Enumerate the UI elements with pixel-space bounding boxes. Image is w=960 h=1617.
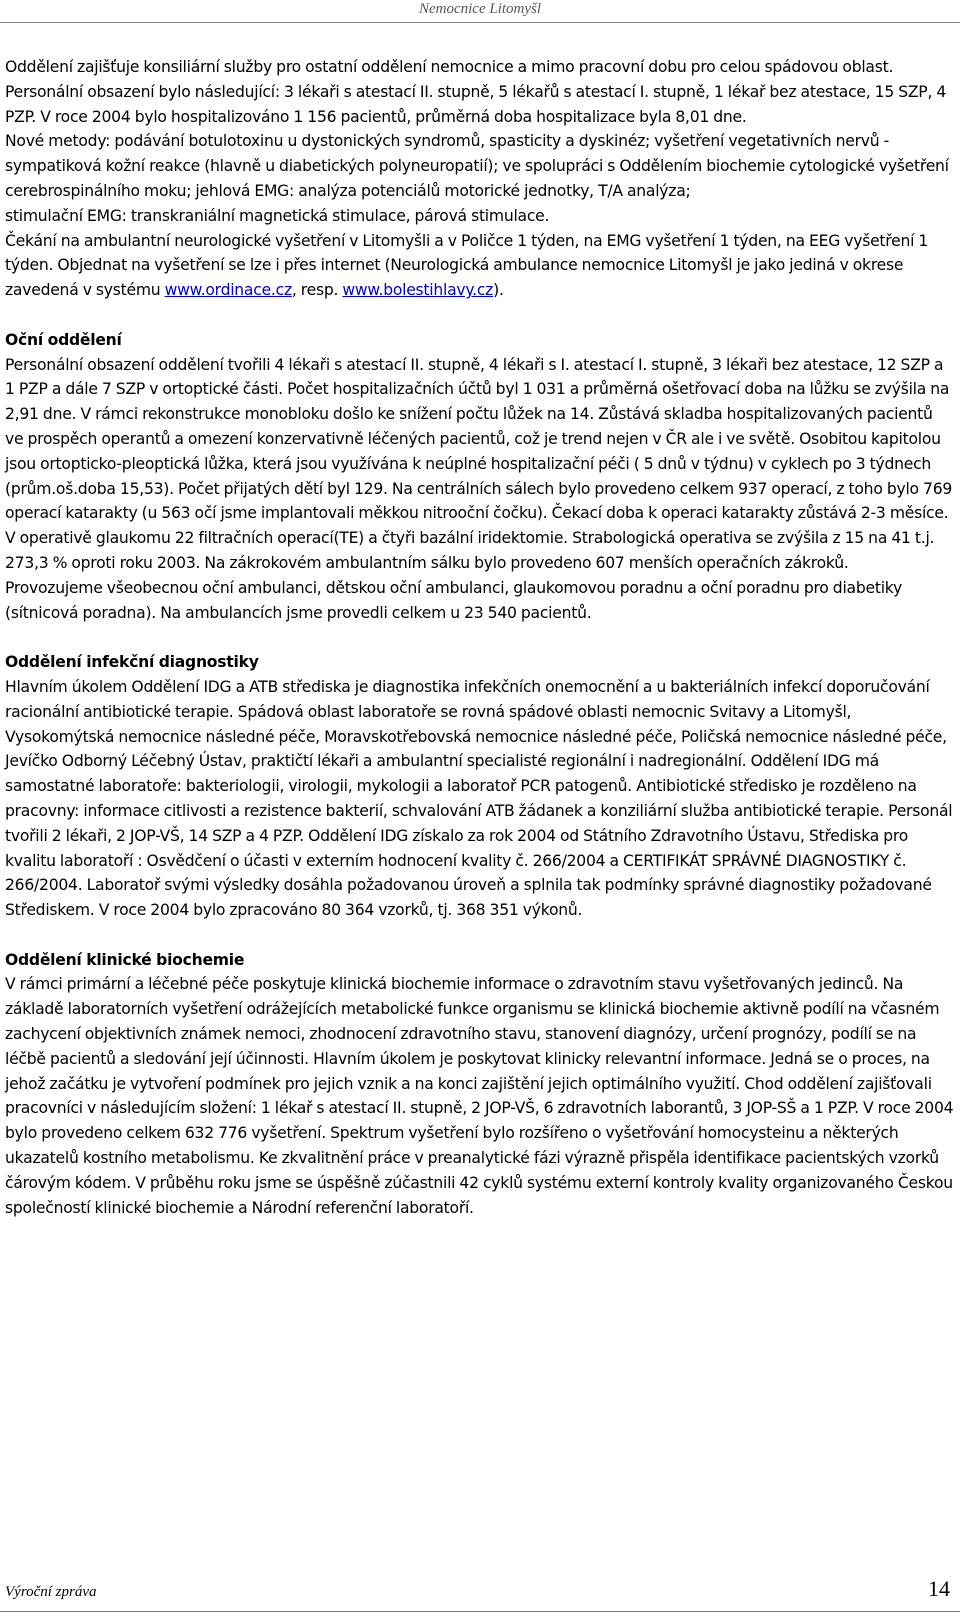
neurology-paragraph-5 [5,229,955,303]
neurology-paragraph-4: stimulační EMG: transkraniální magnetická stimulace, párová stimulace. [5,206,550,225]
footer-rule [0,1611,960,1612]
page-number: 14 [928,1576,950,1601]
eye-paragraph-1: Personální obsazení oddělení tvořili 4 lékaři s atestací II. stupně, 4 lékaři s I. atestací I. stupně, 3 lékaři bez atestace, 12 SZP a 1 PZP a dále 7 SZP v ortoptické části. Počet hospitalizačních účtů byl 1 031 a průměrná ošetřovací doba na lůžku se zvýšila na 2,91 dne. V rámci rekonstrukce monobloku došlo ke snížení počtu lůžek na 14. Zůstává skladba hospitalizovaných pacientů ve prospěch operantů a omezení konzervativně léčených pacientů, což je trend nejen v ČR ale i ve světě. Osobitou kapitolou jsou ortopticko-pleoptická lůžka, která jsou využívána k neúplné hospitalizační péči ( 5 dnů v týdnu) v cyklech po 3 týdnech (prům.oš.doba 15,53). Počet přijatých dětí byl 129. Na centrálních sálech bylo provedeno celkem 937 operací, z toho bylo 769 operací katarakty (u 563 očí jsme implantovali měkkou nitrooční čočku). Čekací doba k operaci katarakty zůstává 2-3 měsíce. V operativě glaukomu 22 filtračních operací(TE) a čtyři bazální iridektomie. Strabologická operativa se zvýšila z 15 na 41 t.j. 273,3 % oproti roku 2003. Na zákrokovém ambulantním sálku bylo provedeno 607 menších operačních zákroků. [5,355,953,572]
page-header: Nemocnice Litomyšl [418,1,542,17]
biochem-section-title: Oddělení klinické biochemie [5,950,245,969]
document-body [5,55,955,1220]
footer-report-title: Výroční zpráva [5,1584,97,1600]
ordinace-link[interactable]: www.ordinace.cz [164,281,292,300]
link-separator: , resp. [291,281,343,300]
neurology-paragraph-1: Oddělení zajišťuje konsiliární služby pro ostatní oddělení nemocnice a mimo pracovní dobu pro celou spádovou oblast. [5,58,894,76]
eye-paragraph-2: Provozujeme všeobecnou oční ambulanci, dětskou oční ambulanci, glaukomovou poradnu a oční poradnu pro diabetiky (sítnicová poradna). Na ambulancích jsme provedli celkem u 23 540 pacientů. [5,578,902,622]
neurology-waiting-text: Čekání na ambulantní neurologické vyšetření v Litomyšli a v Poličce 1 týden, na EMG vyšetření 1 týden, na EEG vyšetření 1 týden. Objednat na vyšetření se lze i přes internet (Neurologická ambulance nemocnice Litomyšl je jako jediná v okrese zavedená v systému [5,231,929,300]
header-rule [0,22,960,23]
biochem-paragraph-1: V rámci primární a léčebné péče poskytuje klinická biochemie informace o zdravotním stavu vyšetřovaných jedinců. Na základě laboratorních vyšetření odrážejících metabolické funkce organismu se klinická biochemie aktivně podílí na včasném zachycení objektivních známek nemoci, zhodnocení zdravotního stavu, stanovení diagnózy, určení prognózy, podílí se na léčbě pacientů a sledování její účinnosti. Hlavním úkolem je poskytovat klinicky relevantní informace. Jedná se o proces, na jehož začátku je vytvoření podmínek pro jejich vznik a na konci zajištění jejich optimálního využití. Chod oddělení zajišťovali pracovníci v následujícím složení: 1 lékař s atestací II. stupně, 2 JOP-VŠ, 6 zdravotních laborantů, 3 JOP-SŠ a 1 PZP. V roce 2004 bylo provedeno celkem 632 776 vyšetření. Spektrum vyšetření bylo rozšířeno o vyšetřování homocysteinu a některých ukazatelů kostního metabolismu. Ke zkvalitnění práce v preanalytické fázi výrazně přispěla identifikace pacientských vzorků čárovým kódem. V průběhu roku jsme se úspěšně zúčastnili 42 cyklů systému externí kontroly kvality organizovaného Českou společností klinické biochemie a Národní referenční laboratoří. [5,975,954,1217]
eye-section-title: Oční oddělení [5,330,122,349]
bolestihlavy-link[interactable]: www.bolestihlavy.cz [342,281,494,300]
neurology-paragraph-2: Personální obsazení bylo následující: 3 lékaři s atestací II. stupně, 5 lékařů s atestací I. stupně, 1 lékař bez atestace, 15 SZP, 4 PZP. V roce 2004 bylo hospitalizováno 1 156 pacientů, průměrná doba hospitalizace byla 8,01 dne. [5,82,947,126]
infection-paragraph-1: Hlavním úkolem Oddělení IDG a ATB střediska je diagnostika infekčních onemocnění a u bakteriálních infekcí doporučování racionální antibiotické terapie. Spádová oblast laboratoře se rovná spádové oblasti nemocnic Svitavy a Litomyšl, Vysokomýtská nemocnice následné péče, Moravskotřebovská nemocnice následné péče, Poličská nemocnice následné péče, Jevíčko Odborný Léčebný Ústav, praktičtí lékaři a ambulantní specialisté regionální i nadregionální. Oddělení IDG má samostatné laboratoře: bakteriologii, virologii, mykologii a laboratoř PCR patogenů. Antibiotické středisko je rozděleno na pracovny: informace citlivosti a rezistence bakterií, schvalování ATB žádanek a konziliární služba antibiotické terapie. Personál tvořili 2 lékaři, 2 JOP-VŠ, 14 SZP a 4 PZP. Oddělení IDG získalo za rok 2004 od Státního Zdravotního Ústavu, Střediska pro kvalitu laboratoří : Osvědčení o účasti v externím hodnocení kvality č. 266/2004 a CERTIFIKÁT SPRÁVNÉ DIAGNOSTIKY č. 266/2004. Laboratoř svými výsledky dosáhla požadovanou úroveň a splnila tak podmínky správné diagnostiky požadované Střediskem. V roce 2004 bylo zpracováno 80 364 vzorků, tj. 368 351 výkonů. [5,677,953,920]
neurology-paragraph-3: Nové metody: podávání botulotoxinu u dystonických syndromů, spasticity a dyskinéz; vyšetření vegetativních nervů - sympatiková kožní reakce (hlavně u diabetických polyneuropatií); ve spolupráci s Oddělením biochemie cytologické vyšetření cerebrospinálního moku; jehlová EMG: analýza potenciálů motorické jednotky, T/A analýza; [5,132,949,200]
infection-section-title: Oddělení infekční diagnostiky [5,653,259,672]
paragraph-closing: ). [493,281,504,300]
